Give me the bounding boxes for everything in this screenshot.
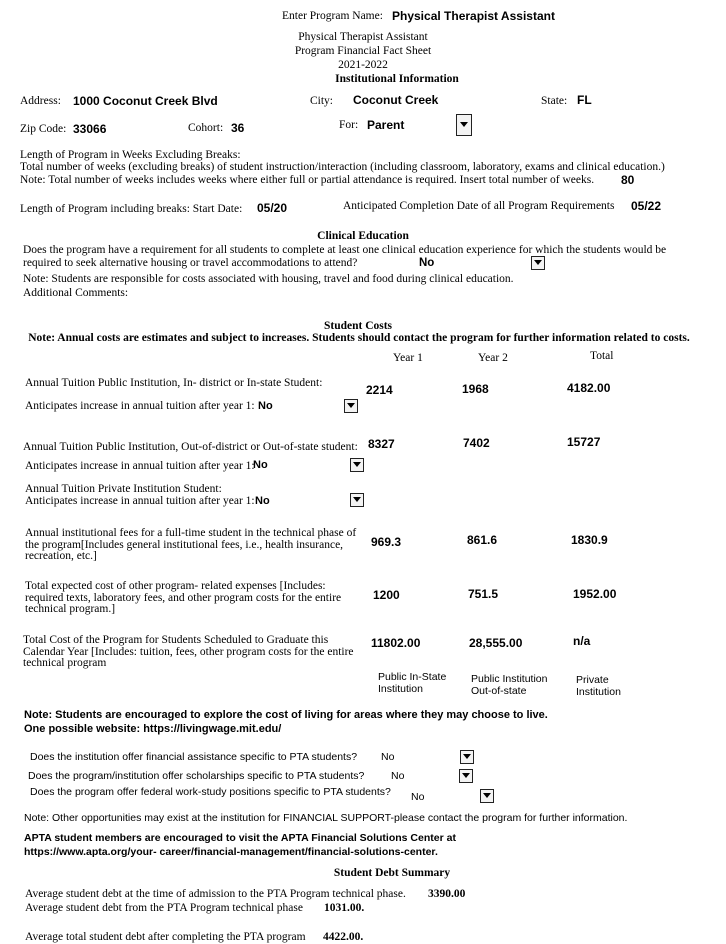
work-study-dropdown[interactable] (480, 789, 494, 803)
public-out-increase-dropdown[interactable] (350, 458, 364, 472)
start-date-field[interactable]: 05/20 (257, 201, 288, 215)
clinical-dropdown-button[interactable] (531, 256, 545, 270)
chevron-down-icon (483, 793, 491, 798)
public-in-state-year1[interactable]: 2214 (366, 383, 393, 397)
financial-support-note: Note: Other opportunities may exist at the institution for FINANCIAL SUPPORT-please contact the program for further information. (24, 812, 628, 824)
city-field[interactable]: Coconut Creek (353, 93, 439, 107)
other-expenses-total[interactable]: 1952.00 (573, 587, 617, 601)
financial-assistance-question: Does the institution offer financial assistance specific to PTA students? (30, 751, 358, 763)
living-note: Note: Students are encouraged to explore the cost of living for areas where they may choose to live. (24, 709, 548, 721)
public-in-state-label: Annual Tuition Public Institution, In- district or In-state Student: (25, 377, 323, 389)
program-name-label: Enter Program Name: (282, 10, 383, 22)
private-increase-field[interactable]: No (255, 495, 270, 507)
state-field[interactable]: FL (577, 93, 592, 107)
fees-total[interactable]: 1830.9 (571, 533, 608, 547)
program-name-field[interactable]: Physical Therapist Assistant (392, 9, 555, 23)
public-out-increase-field[interactable]: No (253, 459, 268, 471)
weeks-field[interactable]: 80 (621, 173, 635, 187)
address-field[interactable]: 1000 Coconut Creek Blvd (73, 94, 218, 108)
private-label: Annual Tuition Private Institution Student: (25, 483, 222, 495)
footnote-public-out-of-state: Public Institution Out-of-state (471, 673, 548, 697)
footnote-private: Private Institution (576, 674, 621, 698)
completion-label: Anticipated Completion Date of all Program Requirements (343, 200, 615, 212)
total-cost-total[interactable]: n/a (573, 634, 591, 648)
debt-technical-label: Average student debt from the PTA Program technical phase (25, 902, 303, 914)
additional-comments-label: Additional Comments: (23, 287, 129, 299)
city-label: City: (310, 95, 334, 107)
private-increase-label: Anticipates increase in annual tuition after year 1: (25, 495, 255, 507)
public-in-increase-dropdown[interactable] (344, 399, 358, 413)
living-website[interactable]: One possible website: https://livingwage.mit.edu/ (24, 723, 282, 735)
fees-label: Annual institutional fees for a full-time student in the technical phase of the program[Includes general institutional fees, i.e., health insurance, recreation, etc.] (25, 527, 357, 562)
scholarships-question: Does the program/institution offer scholarships specific to PTA students? (28, 770, 365, 782)
chevron-down-icon (353, 462, 361, 467)
apta-note-line-1: APTA student members are encouraged to visit the APTA Financial Solutions Center at (24, 832, 456, 844)
work-study-question: Does the program offer federal work-study positions specific to PTA students? (30, 786, 391, 798)
other-expenses-label: Total expected cost of other program- related expenses [Includes: required texts, laboratory fees, and other program costs for the entire technical program.] (25, 580, 342, 615)
public-out-of-state-label: Annual Tuition Public Institution, Out-of-district or Out-of-state student: (23, 441, 358, 453)
cohort-label: Cohort: (188, 122, 224, 134)
section-heading: Institutional Information (335, 73, 459, 85)
public-in-state-total[interactable]: 4182.00 (567, 381, 611, 395)
completion-field[interactable]: 05/22 (631, 199, 662, 213)
column-total: Total (590, 350, 614, 362)
chevron-down-icon (534, 260, 542, 265)
chevron-down-icon (462, 773, 470, 778)
length-line-2: Total number of weeks (excluding breaks) of student instruction/interaction (including classroom, laboratory, exams and clinical education.) (20, 161, 665, 173)
length-line-3: Note: Total number of weeks includes weeks where either full or partial attendance is required. Insert total number of weeks. (20, 174, 595, 186)
for-dropdown-button[interactable] (456, 114, 472, 136)
footnote-public-in-state: Public In-State Institution (378, 671, 447, 695)
fees-year2[interactable]: 861.6 (467, 533, 498, 547)
debt-total-value[interactable]: 4422.00. (323, 931, 364, 943)
fees-year1[interactable]: 969.3 (371, 535, 402, 549)
scholarships-dropdown[interactable] (459, 769, 473, 783)
start-date-label: Length of Program including breaks: Start Date: (20, 203, 243, 215)
cohort-field[interactable]: 36 (231, 121, 245, 135)
public-out-of-state-year2[interactable]: 7402 (463, 436, 490, 450)
column-year-1: Year 1 (393, 352, 423, 364)
chevron-down-icon (347, 403, 355, 408)
public-out-of-state-year1[interactable]: 8327 (368, 437, 395, 451)
for-label: For: (339, 119, 359, 131)
debt-technical-value[interactable]: 1031.00. (324, 902, 365, 914)
column-year-2: Year 2 (478, 352, 508, 364)
clinical-note: Note: Students are responsible for costs associated with housing, travel and food during clinical education. (23, 273, 514, 285)
private-increase-dropdown[interactable] (350, 493, 364, 507)
student-costs-heading: Student Costs (323, 320, 393, 332)
student-costs-note: Note: Annual costs are estimates and subject to increases. Students should contact the program for further information related to costs. (28, 332, 690, 344)
address-label: Address: (20, 95, 61, 107)
chevron-down-icon (460, 122, 468, 127)
clinical-question-1: Does the program have a requirement for all students to complete at least one clinical education experience for which the students would be (23, 244, 667, 256)
debt-admission-label: Average student debt at the time of admission to the PTA Program technical phase. (25, 888, 406, 900)
public-in-increase-field[interactable]: No (258, 400, 273, 412)
total-cost-label: Total Cost of the Program for Students Scheduled to Graduate this Calendar Year [Includes: tuition, fees, other program costs for the entire technical program (23, 634, 354, 669)
clinical-question-2: required to seek alternative housing or travel accommodations to attend? (23, 257, 358, 269)
public-in-state-year2[interactable]: 1968 (462, 382, 489, 396)
scholarships-answer[interactable]: No (391, 770, 405, 782)
other-expenses-year1[interactable]: 1200 (373, 588, 400, 602)
title-year: 2021-2022 (338, 59, 388, 71)
debt-admission-value[interactable]: 3390.00 (428, 888, 466, 900)
financial-assistance-answer[interactable]: No (381, 751, 395, 763)
debt-total-label: Average total student debt after completing the PTA program (25, 931, 306, 943)
title-line-1: Physical Therapist Assistant (298, 31, 428, 43)
public-out-of-state-total[interactable]: 15727 (567, 435, 601, 449)
public-in-increase-label: Anticipates increase in annual tuition after year 1: (25, 400, 255, 412)
chevron-down-icon (463, 754, 471, 759)
public-out-increase-label: Anticipates increase in annual tuition after year 1: (25, 460, 255, 472)
apta-link[interactable]: https://www.apta.org/your- career/financial-management/financial-solutions-center. (24, 846, 438, 858)
financial-assistance-dropdown[interactable] (460, 750, 474, 764)
zip-label: Zip Code: (20, 123, 67, 135)
chevron-down-icon (353, 497, 361, 502)
zip-field[interactable]: 33066 (73, 122, 107, 136)
total-cost-year1[interactable]: 11802.00 (371, 636, 421, 650)
clinical-answer-field[interactable]: No (419, 257, 435, 269)
total-cost-year2[interactable]: 28,555.00 (469, 636, 523, 650)
work-study-answer[interactable]: No (411, 791, 425, 803)
title-line-2: Program Financial Fact Sheet (294, 45, 432, 57)
clinical-heading: Clinical Education (317, 230, 409, 242)
other-expenses-year2[interactable]: 751.5 (468, 587, 499, 601)
debt-summary-heading: Student Debt Summary (333, 867, 451, 879)
length-line-1: Length of Program in Weeks Excluding Breaks: (20, 149, 241, 161)
for-field[interactable]: Parent (367, 118, 405, 132)
state-label: State: (541, 95, 568, 107)
